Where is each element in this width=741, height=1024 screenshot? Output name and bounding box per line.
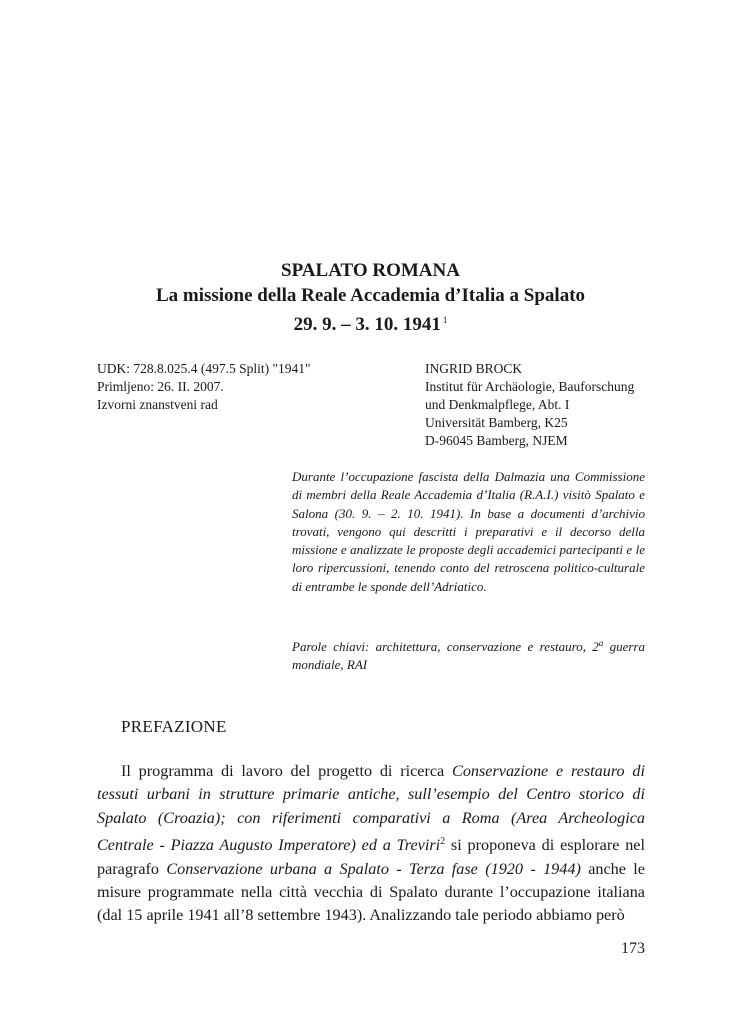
body-text: anche le misure programmate nella città vecchia di Spalato durante l’occupazione italiana (dal 15 aprile 1941 all’8 settembre 1943). Analizzando tale periodo abbiamo però: [97, 859, 645, 925]
author-affiliation-line: Universität Bamberg, K25: [425, 415, 568, 430]
article-title-block: [0, 258, 741, 337]
page-number: 173: [621, 940, 645, 957]
article-subtitle: La missione della Reale Accademia d’Italia a Spalato: [155, 285, 586, 306]
received-date: Primljeno: 26. II. 2007.: [97, 379, 224, 394]
author-affiliation-line: und Denkmalpflege, Abt. I: [425, 397, 570, 412]
keywords-text-end: guerra mondiale, RAI: [292, 639, 645, 673]
body-text: Il programma di lavoro del progetto di ricerca: [121, 762, 453, 780]
article-dates: [0, 308, 741, 337]
article-dates-text: 29. 9. – 3. 10. 1941: [293, 314, 441, 335]
keywords-superscript: a: [598, 638, 604, 648]
author-affiliation-line: Institut für Archäologie, Bauforschung: [425, 379, 635, 394]
article-metadata: [97, 360, 397, 414]
abstract: Durante l’occupazione fascista della Dalmazia una Commissione di membri della Reale Accademia d’Italia (R.A.I.) visitò Spalato e Salona (30. 9. – 2. 10. 1941). In base a documenti d’archivio trovati, vengono qui descritti i preparativi e il decorso della missione e analizzate le proposte degli accademici partecipanti e le loro ripercussioni, tenendo conto del retroscena politico-culturale di entrambe le sponde dell’Adriatico.: [292, 469, 645, 594]
udk-code: UDK: 728.8.025.4 (497.5 Split) "1941": [97, 361, 311, 376]
body-paragraph: [97, 760, 645, 928]
footnote-mark-1[interactable]: 1: [442, 315, 448, 325]
footnote-mark-2[interactable]: 2: [440, 836, 446, 848]
article-type: Izvorni znanstveni rad: [97, 397, 218, 412]
section-heading: PREFAZIONE: [121, 717, 227, 736]
author-block: [425, 360, 665, 450]
paragraph-title-italic: Conservazione urbana a Spalato - Terza fase (1920 - 1944): [166, 859, 581, 878]
author-name: INGRID BROCK: [425, 361, 523, 376]
keywords: [292, 634, 645, 675]
article-title: SPALATO ROMANA: [281, 260, 460, 281]
author-affiliation-line: D-96045 Bamberg, NJEM: [425, 433, 568, 448]
keywords-text: Parole chiavi: architettura, conservazione e restauro, 2: [292, 639, 599, 654]
project-title-italic: Conservazione e restauro di tessuti urbani in strutture primarie antiche, sull’esempio del Centro storico di Spalato (Croazia); con riferimenti comparativi a Roma (Area Archeologica Centrale - Piazza Augusto Imperatore) ed a Treviri: [97, 762, 646, 855]
body-text: si proponeva di esplorare nel paragrafo: [97, 836, 645, 878]
